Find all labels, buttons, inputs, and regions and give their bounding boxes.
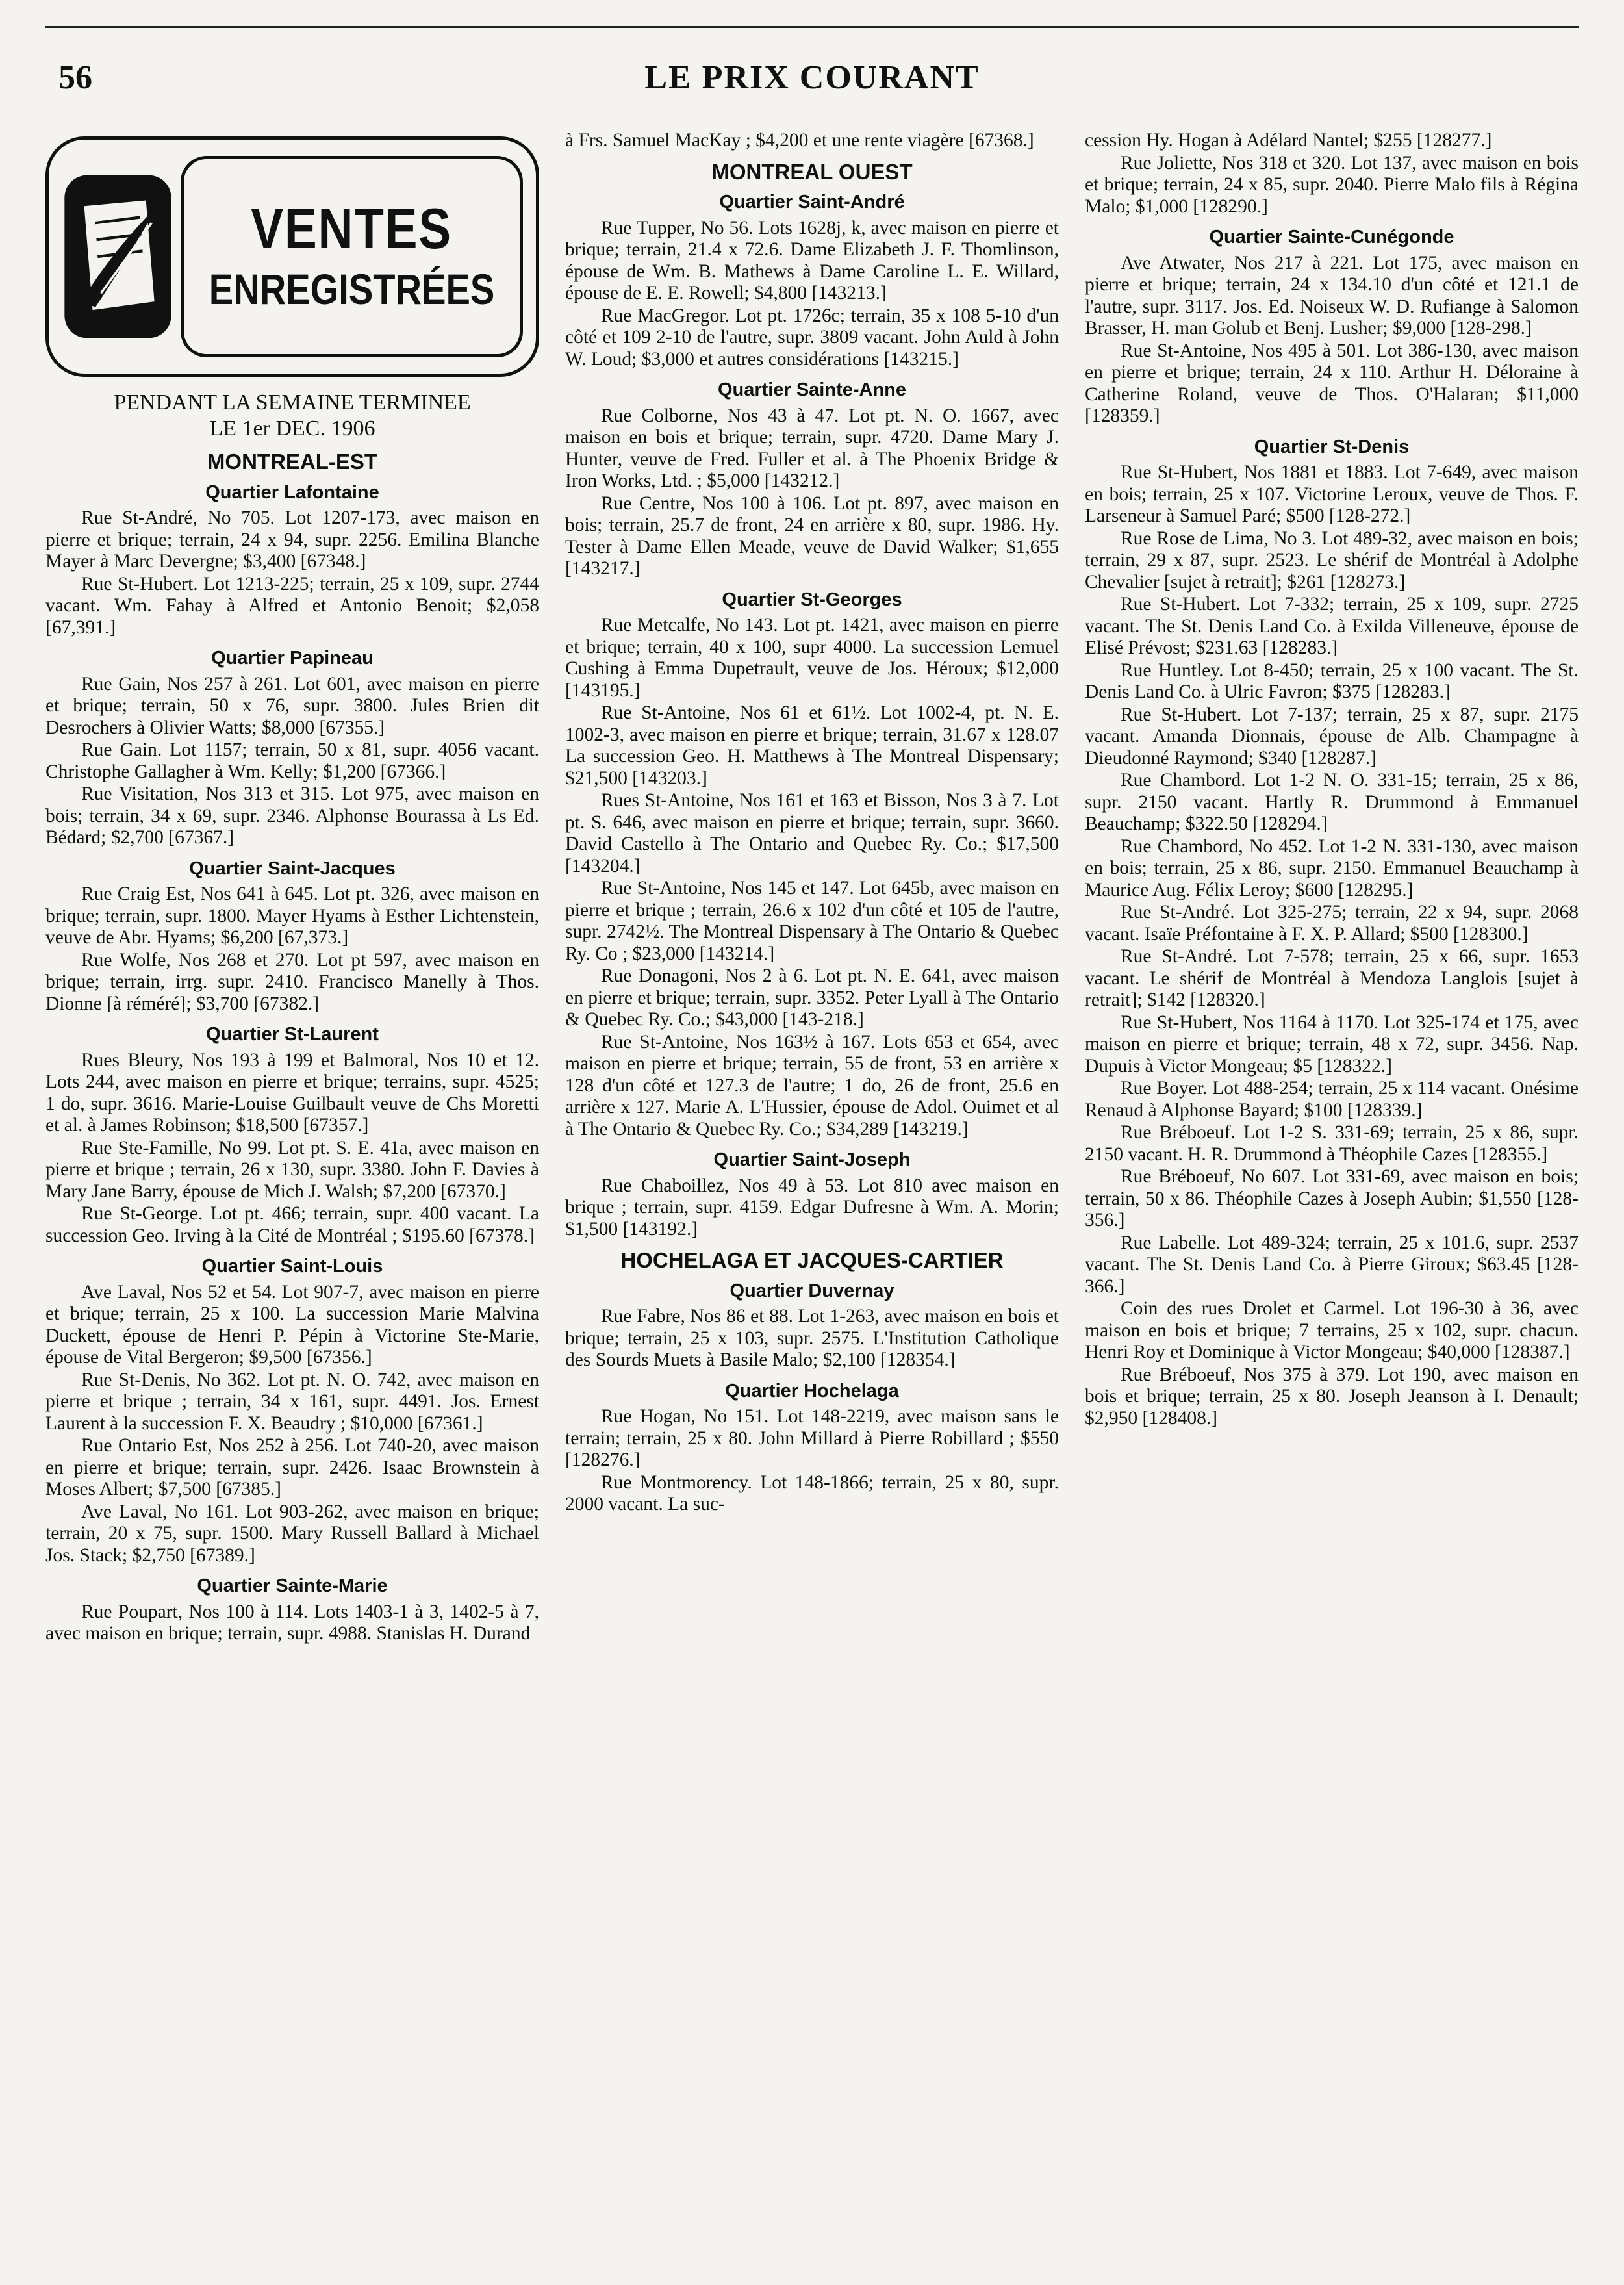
quartier-heading: Quartier St-Georges: [722, 589, 902, 610]
district-heading: MONTREAL-EST: [207, 450, 378, 474]
sale-entry: Rue St-Hubert. Lot 1213-225; terrain, 25 x 109, supr. 2744 vacant. Wm. Fahay à Alfred et Antonio Benoit; $2,058 [67,391.]: [45, 573, 539, 638]
sale-entry: Rue St-George. Lot pt. 466; terrain, supr. 400 vacant. La succession Geo. Irving à la Cité de Montréal ; $195.60 [67378.]: [45, 1203, 539, 1246]
banner-line-1: VENTES: [251, 196, 453, 261]
entry-continuation: à Frs. Samuel MacKay ; $4,200 et une rente viagère [67368.]: [565, 130, 1034, 151]
quartier-heading: Quartier St-Laurent: [206, 1024, 379, 1045]
quill-emblem-icon: [62, 159, 174, 354]
quartier-heading: Quartier Sainte-Marie: [197, 1576, 388, 1596]
quartier-heading: Quartier Hochelaga: [725, 1380, 899, 1401]
sale-entry: Rue St-Antoine, Nos 61 et 61½. Lot 1002-4, pt. N. E. 1002-3, avec maison en pierre et brique; terrain, 31.67 x 128.07 La succession Geo. H. Matthews à The Montreal Dispensary; $21,500 [143203.]: [565, 702, 1059, 789]
sale-entry: Rue Centre, Nos 100 à 106. Lot pt. 897, avec maison en bois; terrain, 25.7 de front, 24 en arrière x 80, supr. 1986. Hy. Tester à Dame Ellen Meade, veuve de David Walker; $1,655 [143217.]: [565, 492, 1059, 579]
sale-entry: Rue Gain. Lot 1157; terrain, 50 x 81, supr. 4056 vacant. Christophe Gallagher à Wm. Kelly; $1,200 [67366.]: [45, 739, 539, 782]
sale-entry: Rue Visitation, Nos 313 et 315. Lot 975, avec maison en bois; terrain, 34 x 69, supr. 2346. Alphonse Bourassa à Ls Ed. Bédard; $2,700 [67367.]: [45, 784, 539, 848]
quartier-heading: Quartier Papineau: [211, 648, 374, 669]
sale-entry: Rue St-André. Lot 325-275; terrain, 22 x 94, supr. 2068 vacant. Isaïe Préfontaine à F. X. P. Allard; $500 [128300.]: [1085, 902, 1579, 945]
sale-entry: Coin des rues Drolet et Carmel. Lot 196-30 à 36, avec maison en bois et brique; 7 terrains, 25 x 102, supr. chacun. Henri Roy et Dominique à Victor Mongeau; $40,000 [128387.]: [1085, 1298, 1579, 1362]
sale-entry: Rue Hogan, No 151. Lot 148-2219, avec maison sans le terrain; terrain, 25 x 80. John Millard à Pierre Robillard ; $550 [128276.]: [565, 1406, 1059, 1470]
sale-entry: Rue St-Hubert, Nos 1164 à 1170. Lot 325-174 et 175, avec maison en pierre et brique; terrain, 48 x 72, supr. 3456. Nap. Dupuis à Victor Mongeau; $5 [128322.]: [1085, 1012, 1579, 1077]
quartier-heading: Quartier Sainte-Cunégonde: [1209, 227, 1454, 248]
week-line-1: PENDANT LA SEMAINE TERMINEE: [114, 390, 471, 415]
district-heading: MONTREAL OUEST: [711, 159, 913, 184]
sale-entry: Rue Wolfe, Nos 268 et 270. Lot pt 597, avec maison en brique; terrain, irrg. supr. 2410. Francisco Manelly à Thos. Dionne [à réméré]; $3,700 [67382.]: [45, 949, 539, 1014]
page-number: 56: [58, 59, 92, 96]
sale-entry: Rue Fabre, Nos 86 et 88. Lot 1-263, avec maison en bois et brique; terrain, 25 x 103, supr. 2575. L'Institution Catholique des Sourds Muets à Basile Malo; $2,100 [128354.]: [565, 1306, 1059, 1370]
columns: [45, 130, 1579, 2267]
sale-entry: Rue Bréboeuf, Nos 375 à 379. Lot 190, avec maison en bois et brique; terrain, 25 x 80. Joseph Jeanson à I. Denault; $2,950 [128408.]: [1085, 1364, 1579, 1429]
ventes-banner: [45, 136, 539, 377]
banner-title: [181, 156, 523, 357]
sale-entry: Rue MacGregor. Lot pt. 1726c; terrain, 35 x 108 5-10 d'un côté et 109 2-10 de l'autre, supr. 3809 vacant. John Auld à John W. Loud; $3,000 et autres considérations [143215.]: [565, 305, 1059, 370]
sale-entry: Ave Laval, No 161. Lot 903-262, avec maison en brique; terrain, 20 x 75, supr. 1500. Mary Russell Ballard à Michael Jos. Stack; $2,750 [67389.]: [45, 1501, 539, 1566]
quartier-heading: Quartier Lafontaine: [205, 481, 379, 503]
column-1: [45, 130, 539, 2267]
sale-entry: Rue Rose de Lima, No 3. Lot 489-32, avec maison en bois; terrain, 29 x 87, supr. 2523. Le shérif de Montréal à Adolphe Chevalier [sujet à retrait]; $261 [128273.]: [1085, 528, 1579, 593]
sale-entry: Rue St-André. Lot 7-578; terrain, 25 x 66, supr. 1653 vacant. Le shérif de Montréal à Mendoza Langlois [sujet à retrait]; $142 [128320.]: [1085, 946, 1579, 1010]
sale-entry: Rue Chaboillez, Nos 49 à 53. Lot 810 avec maison en brique ; terrain, supr. 4159. Edgar Dufresne à Wm. A. Morin; $1,500 [143192.]: [565, 1175, 1059, 1240]
sale-entry: Rue Craig Est, Nos 641 à 645. Lot pt. 326, avec maison en brique; terrain, supr. 1800. Mayer Hyams à Esther Lichtenstein, veuve de Abr. Hyams; $6,200 [67,373.]: [45, 884, 539, 948]
sale-entry: Rue Huntley. Lot 8-450; terrain, 25 x 100 vacant. The St. Denis Land Co. à Ulric Favron; $375 [128283.]: [1085, 659, 1579, 702]
quartier-heading: Quartier Saint-Joseph: [713, 1149, 911, 1170]
sale-entry: Rue Ontario Est, Nos 252 à 256. Lot 740-20, avec maison en pierre et brique; terrain, supr. 2426. Isaac Brownstein à Moses Albert; $7,500 [67385.]: [45, 1435, 539, 1500]
running-head: LE PRIX COURANT: [644, 59, 980, 96]
quartier-heading: Quartier Saint-Louis: [201, 1256, 383, 1277]
quartier-heading: Quartier Saint-André: [719, 192, 905, 212]
quartier-heading: Quartier Saint-Jacques: [189, 858, 396, 879]
sale-entry: Ave Laval, Nos 52 et 54. Lot 907-7, avec maison en pierre et brique; terrain, 25 x 100. La succession Marie Malvina Duckett, épouse de Henri P. Pépin à Victorine Ste-Marie, épouse de Vital Bergeron; $9,500 [67356.]: [45, 1281, 539, 1368]
sale-entry: Rue Colborne, Nos 43 à 47. Lot pt. N. O. 1667, avec maison en bois et brique; terrain, supr. 4720. Dame Mary J. Hunter, veuve de Fred. Fuller et al. à The Phoenix Bridge & Iron Works, Ltd. ; $5,000 [143212.]: [565, 405, 1059, 491]
sale-entry: Rue St-Denis, No 362. Lot pt. N. O. 742, avec maison en pierre et brique ; terrain, 34 x 161, supr. 4491. Jos. Ernest Laurent à la succession F. X. Beaudry ; $10,000 [67361.]: [45, 1369, 539, 1434]
sale-entry: Rue St-Hubert, Nos 1881 et 1883. Lot 7-649, avec maison en bois; terrain, 25 x 107. Victorine Leroux, veuve de Thos. F. Larseneur à Samuel Paré; $500 [128-272.]: [1085, 462, 1579, 526]
sale-entry: Rue Joliette, Nos 318 et 320. Lot 137, avec maison en bois et brique; terrain, 24 x 85, supr. 2040. Pierre Malo fils à Régina Malo; $1,000 [128290.]: [1085, 152, 1579, 217]
sale-entry: Rues Bleury, Nos 193 à 199 et Balmoral, Nos 10 et 12. Lots 244, avec maison en pierre et brique; terrains, supr. 4525; 1 do, supr. 3616. Marie-Louise Guilbault veuve de Chs Moretti et al. à James Robinson; $18,500 [67357.]: [45, 1049, 539, 1136]
entry-continuation: cession Hy. Hogan à Adélard Nantel; $255 [128277.]: [1085, 130, 1492, 151]
column-3: [1085, 130, 1579, 2267]
sale-entry: Rue Poupart, Nos 100 à 114. Lots 1403-1 à 3, 1402-5 à 7, avec maison en brique; terrain, supr. 4988. Stanislas H. Durand: [45, 1601, 539, 1644]
sale-entry: Rue St-Hubert. Lot 7-332; terrain, 25 x 109, supr. 2725 vacant. The St. Denis Land Co. à Exilda Villeneuve, épouse de Elisé Prévost; $231.63 [128283.]: [1085, 594, 1579, 658]
quartier-heading: Quartier Duvernay: [730, 1280, 894, 1301]
sale-entry: Rue St-Antoine, Nos 145 et 147. Lot 645b, avec maison en pierre et brique ; terrain, 26.6 x 102 d'un côté et 105 de l'autre, supr. 2742½. The Montreal Dispensary à The Ontario & Quebec Ry. Co ; $23,000 [143214.]: [565, 878, 1059, 964]
week-line-2: LE 1er DEC. 1906: [209, 416, 375, 440]
sale-entry: Rue Tupper, No 56. Lots 1628j, k, avec maison en pierre et brique; terrain, 21.4 x 72.6. Dame Elizabeth J. F. Thomlinson, épouse de Wm. B. Mathews à Dame Caroline L. E. Willard, épouse de E. E. Rowell; $4,800 [143213.]: [565, 217, 1059, 303]
sale-entry: Rues St-Antoine, Nos 161 et 163 et Bisson, Nos 3 à 7. Lot pt. S. 646, avec maison en pierre et brique; terrain, supr. 3660. David Castello à The Ontario and Quebec Ry. Co.; $17,500 [143204.]: [565, 790, 1059, 876]
sale-entry: Rue St-Antoine, Nos 495 à 501. Lot 386-130, avec maison en pierre et brique; terrain, 24 x 110. Arthur H. Déloraine à Catherine Roland, veuve de Thos. O'Halaran; $11,000 [128359.]: [1085, 340, 1579, 426]
sale-entry: Rue St-Antoine, Nos 163½ à 167. Lots 653 et 654, avec maison en pierre et brique; terrain, 55 de front, 53 en arrière x 128 d'un côté et 127.3 de l'autre; 1 do, 26 de front, 25.6 en arrière x 127. Marie A. L'Hussier, épouse de Adol. Ouimet et al à The Ontario & Quebec Ry. Co.; $34,289 [143219.]: [565, 1031, 1059, 1140]
sale-entry: Rue Chambord. Lot 1-2 N. O. 331-15; terrain, 25 x 86, supr. 2150 vacant. Hartly R. Drummond à Emmanuel Beauchamp; $322.50 [128294.]: [1085, 770, 1579, 834]
sale-entry: Ave Atwater, Nos 217 à 221. Lot 175, avec maison en pierre et brique; terrain, 24 x 134.10 d'un côté et 121.1 de l'autre, supr. 3117. Jos. Ed. Noiseux W. D. Rufiange à Salomon Brasser, H. man Golub et Benj. Lusher; $9,000 [128-298.]: [1085, 252, 1579, 338]
sale-entry: Rue Labelle. Lot 489-324; terrain, 25 x 101.6, supr. 2537 vacant. The St. Denis Land Co. à Pierre Giroux; $63.45 [128-366.]: [1085, 1232, 1579, 1297]
quartier-heading: Quartier Sainte-Anne: [717, 379, 907, 400]
sale-entry: Rue Boyer. Lot 488-254; terrain, 25 x 114 vacant. Onésime Renaud à Alphonse Bayard; $100 [128339.]: [1085, 1078, 1579, 1121]
sale-entry: Rue Donagoni, Nos 2 à 6. Lot pt. N. E. 641, avec maison en pierre et brique; terrain, supr. 3352. Peter Lyall à The Ontario & Quebec Ry. Co.; $43,000 [143-218.]: [565, 965, 1059, 1030]
quartier-heading: Quartier St-Denis: [1254, 436, 1410, 457]
sale-entry: Rue Gain, Nos 257 à 261. Lot 601, avec maison en pierre et brique; terrain, 50 x 76, supr. 3800. Jules Brien dit Desrochers à Olivier Watts; $8,000 [67355.]: [45, 673, 539, 738]
sale-entry: Rue St-Hubert. Lot 7-137; terrain, 25 x 87, supr. 2175 vacant. Amanda Dionnais, épouse de Alb. Champagne à Dieudonné Raymond; $340 [128287.]: [1085, 704, 1579, 769]
sale-entry: Rue St-André, No 705. Lot 1207-173, avec maison en pierre et brique; terrain, 24 x 94, supr. 2256. Emilina Blanche Mayer à Marc Devergne; $3,400 [67348.]: [45, 507, 539, 572]
sale-entry: Rue Bréboeuf. Lot 1-2 S. 331-69; terrain, 25 x 86, supr. 2150 vacant. H. R. Drummond à Théophile Cazes [128355.]: [1085, 1122, 1579, 1165]
week-heading: [45, 390, 539, 442]
top-rule: [45, 26, 1579, 28]
banner-line-2: ENREGISTRÉES: [209, 265, 495, 313]
sale-entry: Rue Chambord, No 452. Lot 1-2 N. 331-130, avec maison en bois; terrain, 25 x 86, supr. 2150. Emmanuel Beauchamp à Maurice Aug. Félix Leroy; $600 [128295.]: [1085, 836, 1579, 900]
sale-entry: Rue Montmorency. Lot 148-1866; terrain, 25 x 80, supr. 2000 vacant. La suc-: [565, 1472, 1059, 1514]
sale-entry: Rue Ste-Famille, No 99. Lot pt. S. E. 41a, avec maison en pierre et brique ; terrain, 26 x 130, supr. 3380. John F. Davies à Mary Jane Barry, épouse de Mich J. Walsh; $7,200 [67370.]: [45, 1137, 539, 1202]
sale-entry: Rue Metcalfe, No 143. Lot pt. 1421, avec maison en pierre et brique; terrain, 40 x 100, supr 4000. La succession Lemuel Cushing à Emma Dupetrault, veuve de Jos. Héroux; $12,000 [143195.]: [565, 615, 1059, 701]
sale-entry: Rue Bréboeuf, No 607. Lot 331-69, avec maison en bois; terrain, 50 x 86. Théophile Cazes à Joseph Aubin; $1,550 [128-356.]: [1085, 1166, 1579, 1231]
column-2: [565, 130, 1059, 2267]
district-heading: HOCHELAGA ET JACQUES-CARTIER: [620, 1248, 1004, 1272]
